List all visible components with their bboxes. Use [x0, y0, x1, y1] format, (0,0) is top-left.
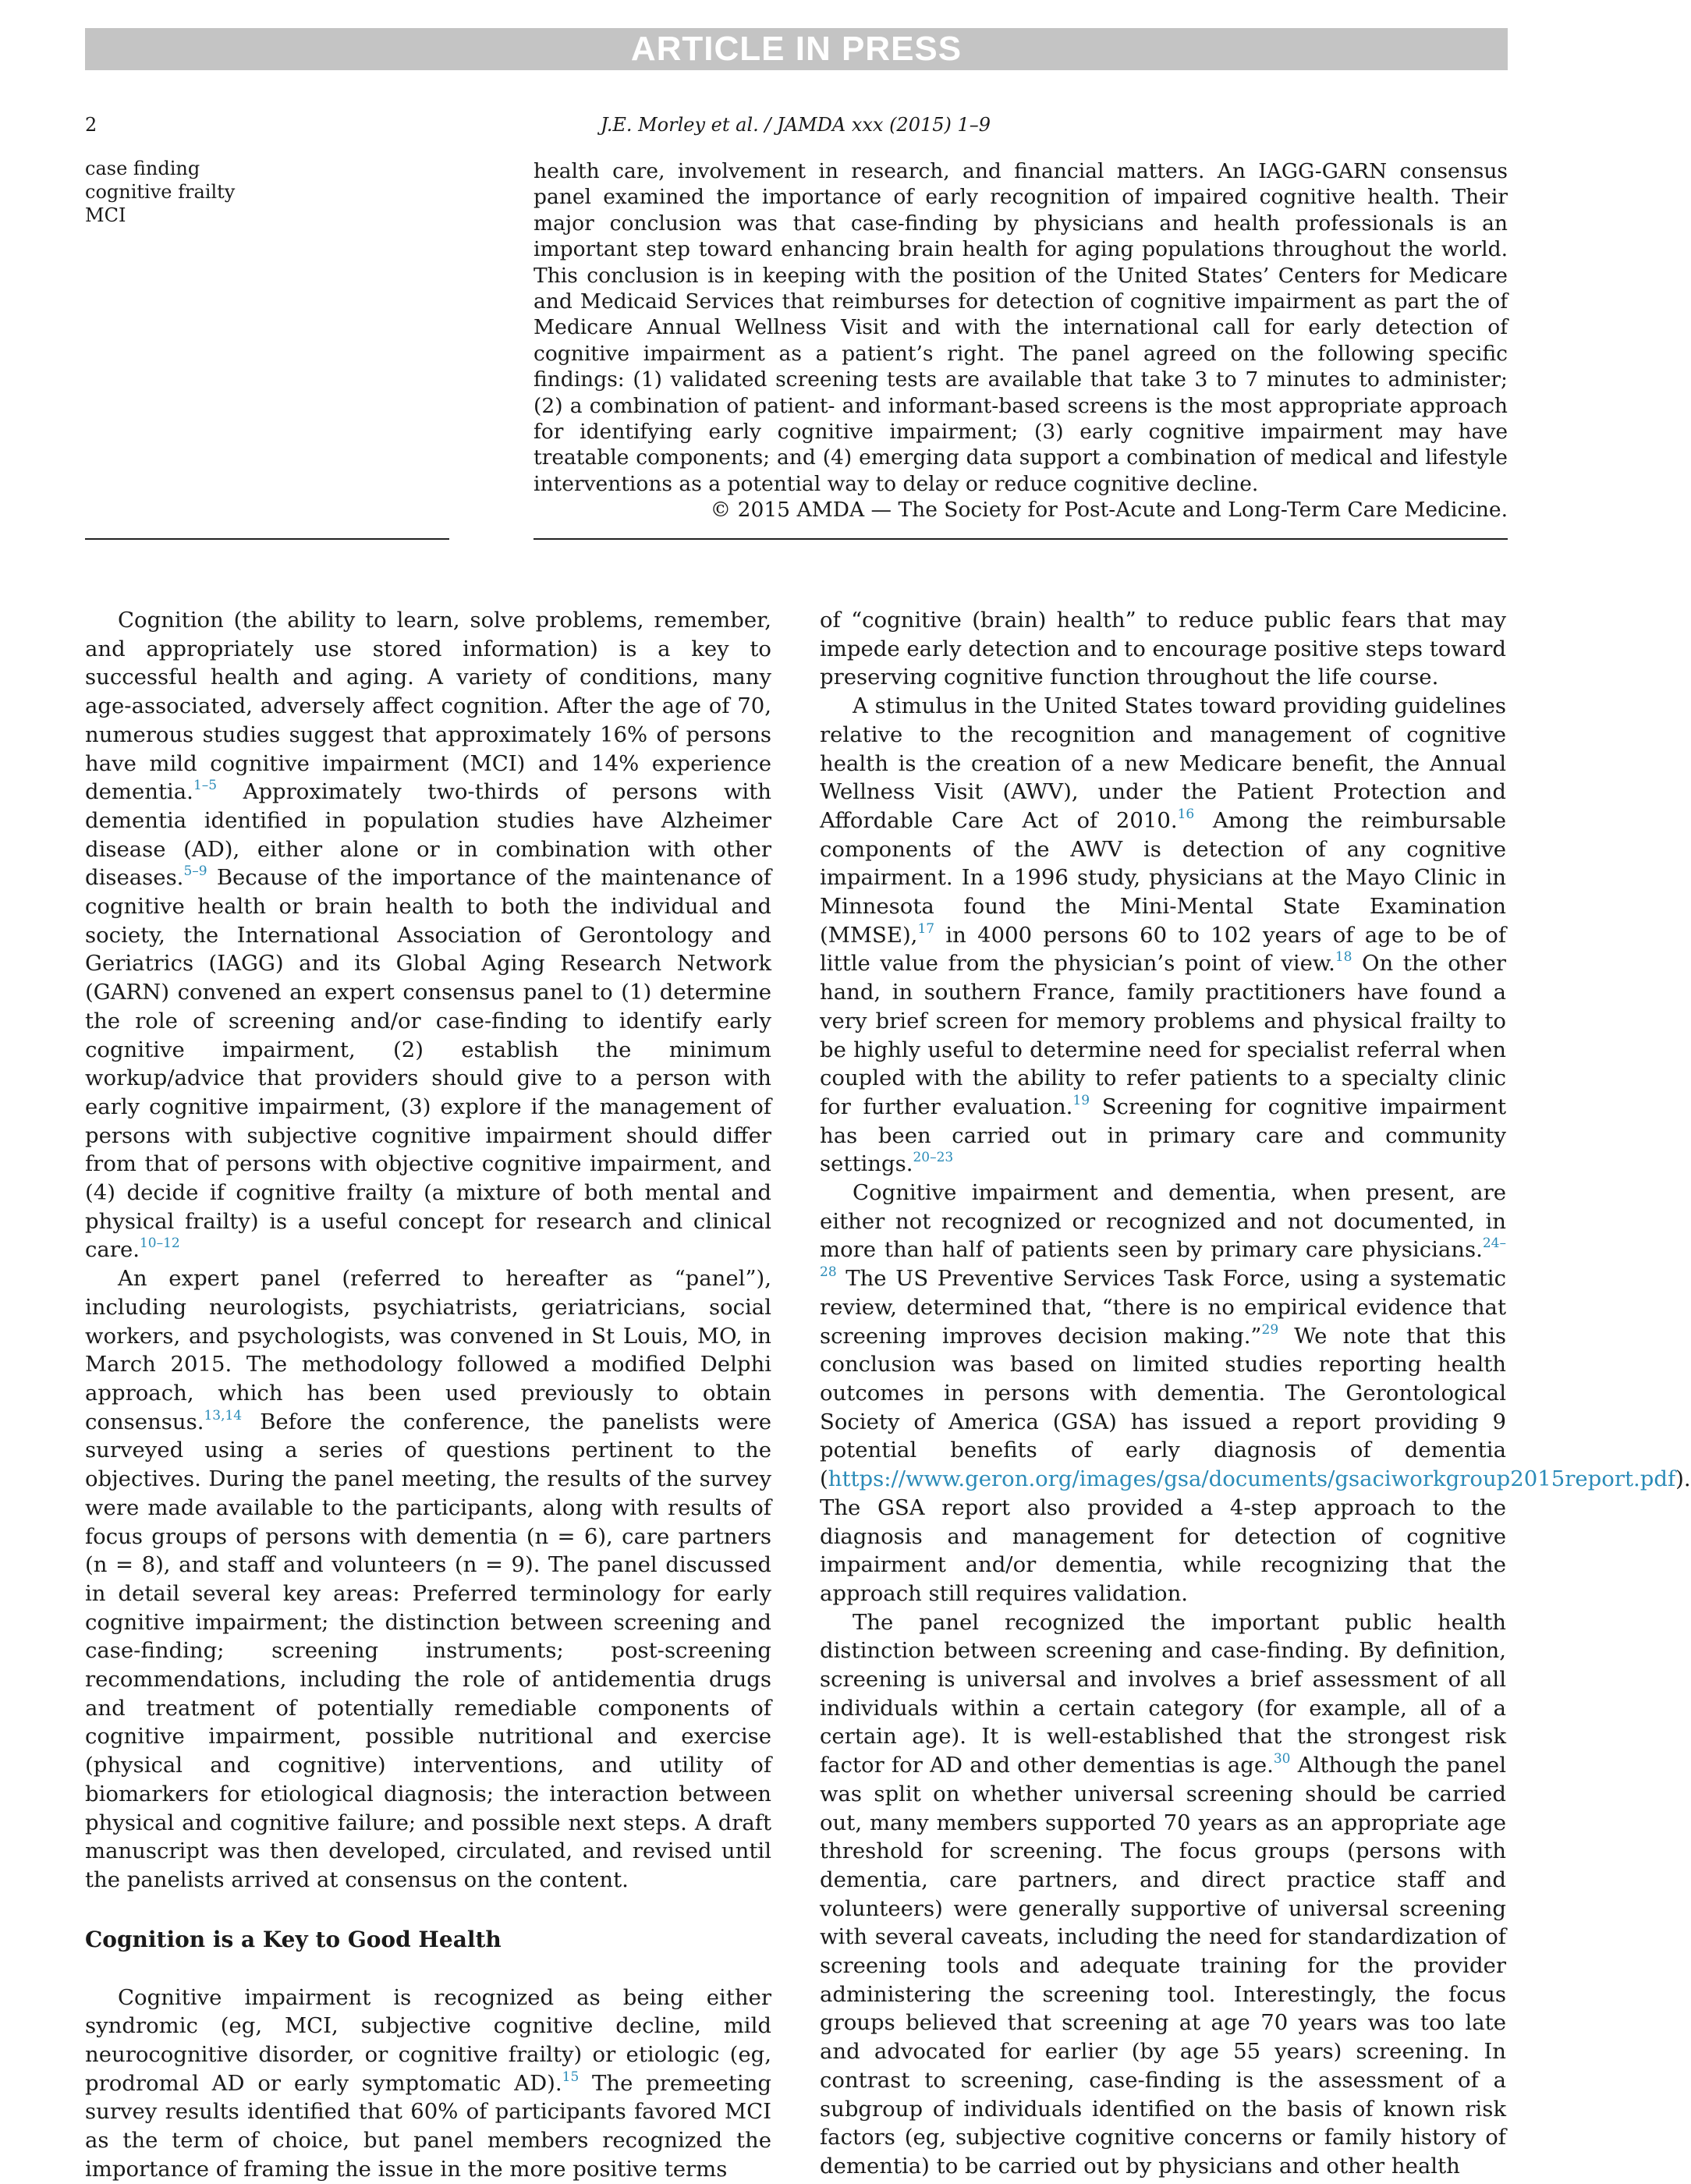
- citation-ref[interactable]: 5–9: [183, 863, 207, 880]
- body-paragraph: The panel recognized the important public health distinction between screening and case-finding. By definition, screening is universal and involves a brief assessment of all individuals within a certain category (for example, all of a certain age). It is well-established that the strongest risk factor for AD and other dementias is age.$^{30}$ Although the panel was split on whether universal screening should be carried out, many members supported 70 years as an appropriate age threshold for screening. The focus groups (persons with dementia, care partners, and direct practice staff and volunteers) were generally supportive of universal screening with several caveats, including the need for standardization of screening tools and adequate training for the provider administering the screening tool. Interestingly, the focus groups believed that screening at age 70 years was too late and advocated for earlier (by age 55 years) screening. In contrast to screening, case-finding is the assessment of a subgroup of individuals identified on the basis of known risk factors (eg, subjective cognitive concerns or family history of dementia) to be carried out by physicians and other health: [820, 1609, 1507, 2179]
- body-paragraph: Cognition (the ability to learn, solve problems, remember, and appropriately use stored information) is a key to successful health and aging. A variety of conditions, many age-associated, adversely affect cognition. After the age of 70, numerous studies suggest that approximately 16% of persons have mild cognitive impairment (MCI) and 14% experience dementia.$^{1-5}$ Approximately two-thirds of persons with dementia identified in population studies have Alzheimer disease (AD), either alone or in combination with other diseases.$^{5-9}$ Because of the importance of the maintenance of cognitive health or brain health to both the individual and society, the International Association of Gerontology and Geriatrics (IAGG) and its Global Aging Research Network (GARN) convened an expert consensus panel to (1) determine the role of screening and/or case-finding to identify early cognitive impairment, (2) establish the minimum workup/advice that providers should give to a person with early cognitive impairment, (3) explore if the management of persons with subjective cognitive impairment should differ from that of persons with objective cognitive impairment, and (4) decide if cognitive frailty (a mixture of both mental and physical frailty) is a useful concept for research and clinical care.$^{10-12}$: [85, 608, 771, 1263]
- body-column-right: [820, 606, 1691, 2181]
- section-heading: Cognition is a Key to Good Health: [85, 1926, 502, 1952]
- citation-ref[interactable]: 10–12: [139, 1236, 180, 1252]
- abstract-text: health care, involvement in research, and financial matters. An IAGG-GARN consensus panel examined the importance of early recognition of impaired cognitive health. Their major conclusion was that case-finding by physicians and health professionals is an important step toward enhancing brain health for aging populations throughout the world. This conclusion is in keeping with the position of the United States’ Centers for Medicare and Medicaid Services that reimburses for detection of cognitive impairment as part the of Medicare Annual Wellness Visit and with the international call for early detection of cognitive impairment as a patient’s right. The panel agreed on the following specific findings: (1) validated screening tests are available that take 3 to 7 minutes to administer; (2) a combination of patient- and informant-based screens is the most appropriate approach for identifying early cognitive impairment; (3) early cognitive impairment may have treatable components; and (4) emerging data support a combination of medical and lifestyle interventions as a potential way to delay or reduce cognitive decline.: [534, 159, 1508, 496]
- citation-ref[interactable]: 15: [562, 2069, 580, 2085]
- citation-ref[interactable]: 29: [1261, 1321, 1279, 1338]
- citation-ref[interactable]: 20–23: [913, 1150, 954, 1166]
- citation-ref[interactable]: 19: [1072, 1092, 1090, 1108]
- page-number: 2: [85, 114, 97, 136]
- citation-ref[interactable]: 1–5: [193, 778, 218, 794]
- body-paragraph: Cognitive impairment and dementia, when present, are either not recognized or recognized and not documented, in more than half of patients seen by primary care physicians.$^{24-28}$ The US Preventive Services Task Force, using a systematic review, determined that, “there is no empirical evidence that screening improves decision making.”$^{29}$ We note that this conclusion was based on limited studies reporting health outcomes in persons with dementia. The Gerontological Society of America (GSA) has issued a report providing 9 potential benefits of early diagnosis of dementia (https://www.geron.org/images/gsa/documents/gsaciworkgroup2015report.pdf). The GSA report also provided a 4-step approach to the diagnosis and management for detection of cognitive impairment and/or dementia, while recognizing that the approach still requires validation.: [820, 1180, 1691, 1606]
- citation-ref[interactable]: 24–28: [820, 1236, 1506, 1281]
- body-paragraph: A stimulus in the United States toward providing guidelines relative to the recognition and management of cognitive health is the creation of a new Medicare benefit, the Annual Wellness Visit (AWV), under the Patient Protection and Affordable Care Act of 2010.16 Among the reimbursable components of the AWV is detection of any cognitive impairment. In a 1996 study, physicians at the Mayo Clinic in Minnesota found the Mini-Mental State Examination (MMSE),$^{17}$ in 4000 persons 60 to 102 years of age to be of little value from the physician’s point of view.$^{18}$ On the other hand, in southern France, family practitioners have found a very brief screen for memory problems and physical frailty to be highly useful to determine need for specialist referral when coupled with the ability to refer patients to a specialty clinic for further evaluation.$^{19}$ Screening for cognitive impairment has been carried out in primary care and community settings.$^{20-23}$: [820, 693, 1506, 1177]
- keyword: MCI: [85, 204, 126, 226]
- body-paragraph: An expert panel (referred to hereafter as “panel”), including neurologists, psychiatrists, geriatricians, social workers, and psychologists, was convened in St Louis, MO, in March 2015. The methodology followed a modified Delphi approach, which has been used previously to obtain consensus.$^{13,14}$ Before the conference, the panelists were surveyed using a series of questions pertinent to the objectives. During the panel meeting, the results of the survey were made available to the participants, along with results of focus groups of persons with dementia (n = 6), care partners (n = 8), and staff and volunteers (n = 9). The panel discussed in detail several key areas: Preferred terminology for early cognitive impairment; the distinction between screening and case-finding; screening instruments; post-screening recommendations, including the role of antidementia drugs and treatment of potentially remediable components of cognitive impairment, possible nutritional and exercise (physical and cognitive) interventions, and utility of biomarkers for etiological diagnosis; the interaction between physical and cognitive failure; and possible next steps. A draft manuscript was then developed, circulated, and revised until the panelists arrived at consensus on the content.: [85, 1266, 771, 1892]
- keywords-rule: [85, 538, 449, 540]
- citation-ref[interactable]: 18: [1335, 949, 1352, 966]
- citation-ref[interactable]: 17: [917, 920, 935, 937]
- abstract-rule: [534, 538, 1508, 540]
- citation-ref[interactable]: 30: [1273, 1751, 1291, 1767]
- citation-ref[interactable]: 13,14: [204, 1407, 243, 1424]
- body-column-left: [85, 606, 771, 2184]
- keyword: cognitive frailty: [85, 181, 236, 203]
- body-paragraph: Cognitive impairment is recognized as being either syndromic (eg, MCI, subjective cognitive decline, mild neurocognitive disorder, or cognitive frailty) or etiologic (eg, prodromal AD or early symptomatic AD).$^{15}$ The premeeting survey results identified that 60% of participants favored MCI as the term of choice, but panel members recognized the importance of framing the issue in the more positive terms: [85, 1984, 771, 2182]
- running-head: J.E. Morley et al. / JAMDA xxx (2015) 1–9: [600, 114, 991, 136]
- copyright-line: © 2015 AMDA — The Society for Post-Acute and Long-Term Care Medicine.: [710, 498, 1508, 523]
- body-paragraph: of “cognitive (brain) health” to reduce public fears that may impede early detection and to encourage positive steps toward preserving cognitive function throughout the life course.: [820, 608, 1506, 690]
- citation-ref[interactable]: 16: [1177, 806, 1195, 822]
- abstract-continuation: [534, 158, 1508, 523]
- gsa-report-link[interactable]: https://www.geron.org/images/gsa/documents/gsaciworkgroup2015report.pdf: [828, 1466, 1676, 1492]
- article-in-press-banner: ARTICLE IN PRESS: [85, 28, 1508, 70]
- keywords-list: [85, 157, 235, 227]
- keyword: case finding: [85, 158, 200, 179]
